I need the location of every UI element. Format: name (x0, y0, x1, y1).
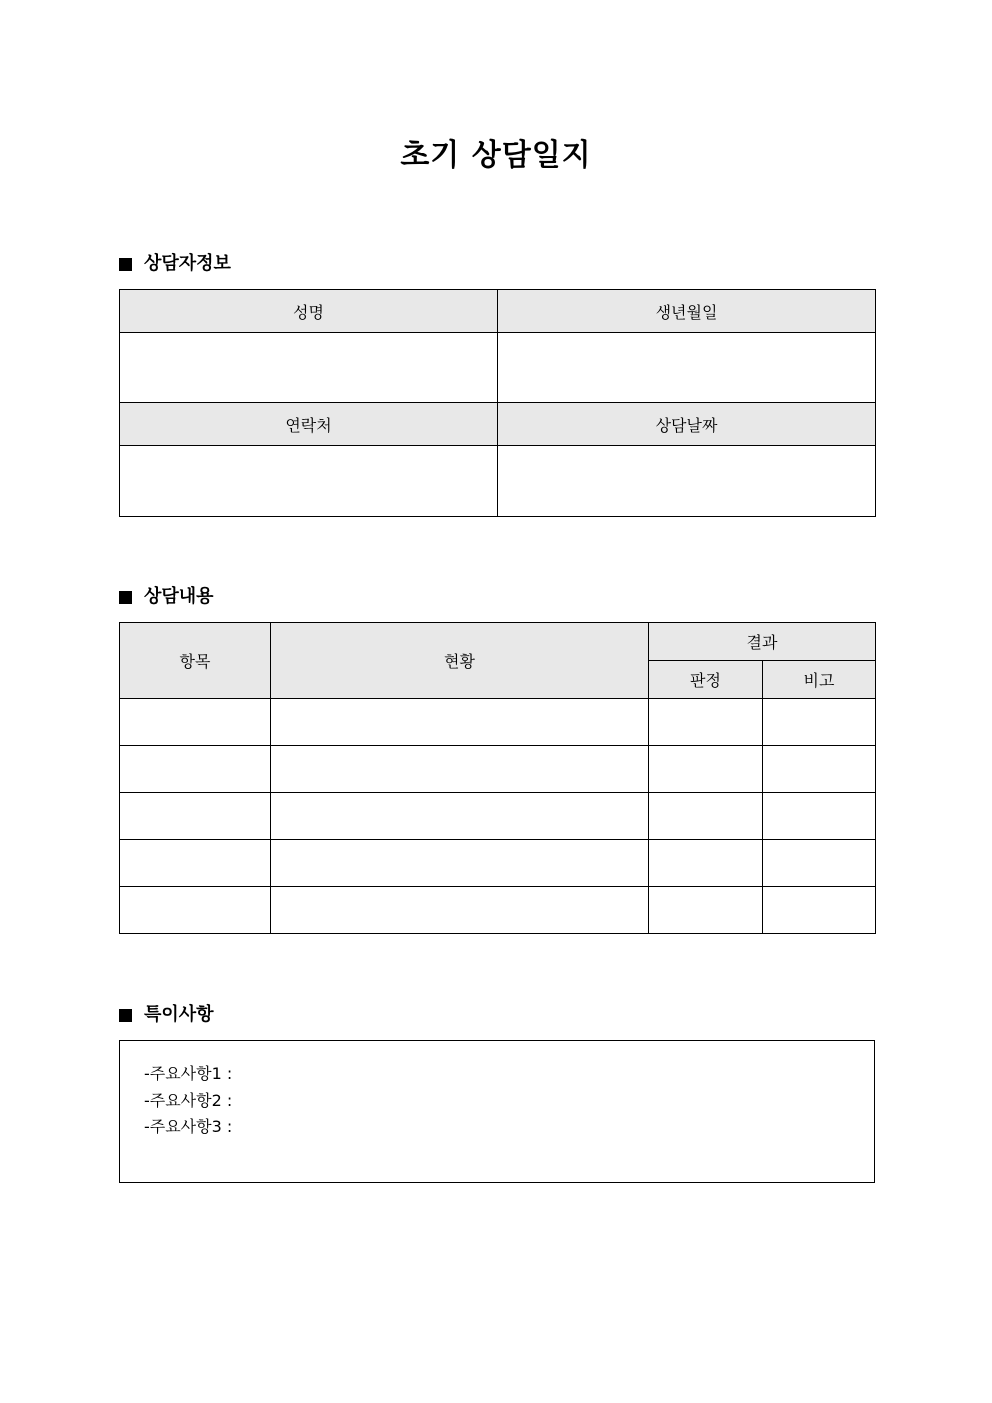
note-line-2: -주요사항2 : (144, 1090, 233, 1110)
status-cell[interactable] (271, 793, 649, 840)
remarks-cell[interactable] (763, 840, 876, 887)
remarks-cell[interactable] (763, 699, 876, 746)
table-row (120, 793, 876, 840)
judgment-cell[interactable] (649, 887, 763, 934)
table-row (120, 699, 876, 746)
consultation-heading (119, 585, 214, 609)
remarks-cell[interactable] (763, 746, 876, 793)
note-line-3: -주요사항3 : (144, 1117, 233, 1136)
status-cell[interactable] (271, 887, 649, 934)
item-cell[interactable] (120, 746, 271, 793)
client-info-heading (119, 252, 231, 276)
status-column-header: 현황 (271, 623, 649, 699)
name-label: 성명 (120, 290, 498, 333)
status-cell[interactable] (271, 840, 649, 887)
contact-field[interactable] (120, 446, 498, 517)
item-cell[interactable] (120, 699, 271, 746)
square-bullet-icon (119, 591, 132, 604)
item-column-header: 항목 (120, 623, 271, 699)
remarks-column-header: 비고 (763, 661, 876, 699)
contact-label: 연락처 (120, 403, 498, 446)
remarks-cell[interactable] (763, 793, 876, 840)
judgment-cell[interactable] (649, 746, 763, 793)
status-cell[interactable] (271, 746, 649, 793)
square-bullet-icon (119, 258, 132, 271)
birthdate-label: 생년월일 (498, 290, 876, 333)
table-row (120, 840, 876, 887)
remarks-cell[interactable] (763, 887, 876, 934)
judgment-column-header: 판정 (649, 661, 763, 699)
name-field[interactable] (120, 333, 498, 403)
birthdate-field[interactable] (498, 333, 876, 403)
notes-heading-text: 특이사항 (144, 1004, 214, 1025)
consultation-heading-text: 상담내용 (144, 586, 214, 607)
table-row (120, 746, 876, 793)
judgment-cell[interactable] (649, 699, 763, 746)
judgment-cell[interactable] (649, 793, 763, 840)
consult-date-field[interactable] (498, 446, 876, 517)
table-row (120, 887, 876, 934)
square-bullet-icon (119, 1009, 132, 1022)
item-cell[interactable] (120, 840, 271, 887)
status-cell[interactable] (271, 699, 649, 746)
client-info-heading-text: 상담자정보 (144, 253, 231, 274)
note-line-1: -주요사항1 : (144, 1064, 233, 1083)
consult-date-label: 상담날짜 (498, 403, 876, 446)
page-title: 초기 상담일지 (400, 138, 592, 173)
judgment-cell[interactable] (649, 840, 763, 887)
consultation-table (119, 622, 876, 934)
result-column-header: 결과 (649, 623, 876, 661)
item-cell[interactable] (120, 793, 271, 840)
notes-box[interactable] (119, 1040, 875, 1183)
item-cell[interactable] (120, 887, 271, 934)
client-info-table (119, 289, 876, 517)
notes-heading (119, 1003, 214, 1027)
